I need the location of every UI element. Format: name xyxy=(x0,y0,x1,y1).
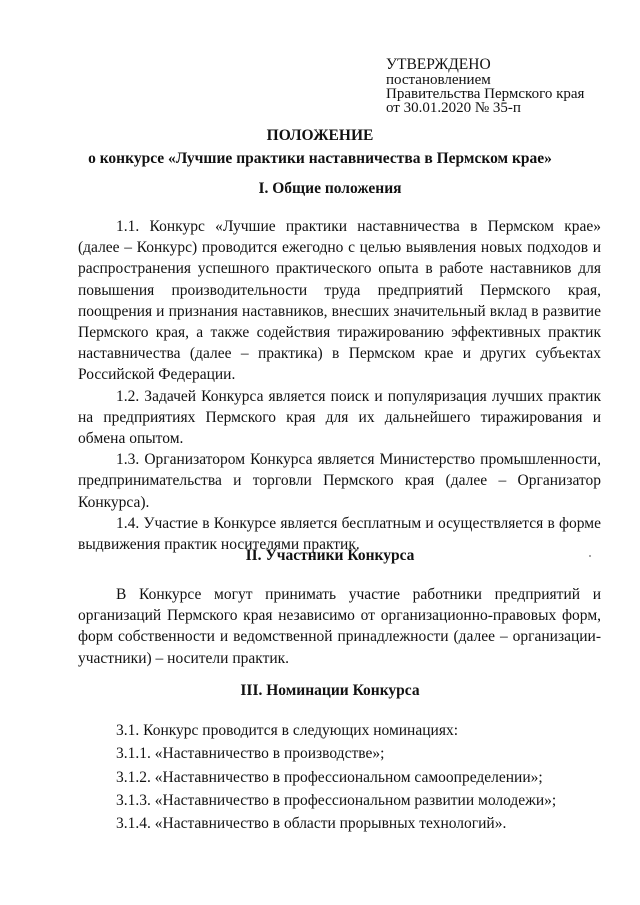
approval-line-3: от 30.01.2020 № 35-п xyxy=(386,100,521,116)
section-2-heading: II. Участники Конкурса xyxy=(245,547,415,564)
section-2-body xyxy=(78,584,601,669)
list-item: 3.1.4. «Наставничество в области прорывных технологий». xyxy=(116,815,507,833)
approval-line-1: постановлением xyxy=(386,72,491,88)
approval-line-2: Правительства Пермского края xyxy=(386,86,585,102)
section-1-heading: I. Общие положения xyxy=(258,180,402,197)
approval-title: УТВЕРЖДЕНО xyxy=(386,56,491,73)
paragraph-1-2: 1.2. Задачей Конкурса является поиск и популяризация лучших практик на предприятиях Пермского края для их дальнейшего тиражирования и обмена опытом. xyxy=(78,387,601,448)
document-subtitle: о конкурсе «Лучшие практики наставничества в Пермском крае» xyxy=(88,150,552,167)
nominations-list xyxy=(78,719,608,835)
list-item: 3.1.3. «Наставничество в профессиональном развитии молодежи»; xyxy=(116,791,557,809)
list-item: 3.1.1. «Наставничество в производстве»; xyxy=(116,745,385,763)
paragraph-1-1: 1.1. Конкурс «Лучшие практики наставничества в Пермском крае» (далее – Конкурс) проводится ежегодно с целью выявления новых подходов и распространения успешного практического опыта в работе наставников для повышения производительности труда предприятий Пермского края, поощрения и признания наставников, внесших значительный вклад в развитие Пермского края, а также содействия тиражированию эффективных практик наставничества (далее – практика) в Пермском крае и других субъектах Российской Федерации. xyxy=(78,218,601,384)
approval-stamp xyxy=(386,56,584,115)
paragraph-1-4: 1.4. Участие в Конкурсе является бесплатным и осуществляется в форме выдвижения практик носителями практик. xyxy=(78,514,601,554)
document-title: ПОЛОЖЕНИЕ xyxy=(266,127,374,144)
scan-speck xyxy=(589,555,591,557)
section-3-heading: III. Номинации Конкурса xyxy=(240,682,420,699)
paragraph-1-3: 1.3. Организатором Конкурса является Министерство промышленности, предпринимательства и торговли Пермского края (далее – Организатор Конкурса). xyxy=(78,451,601,511)
list-item: 3.1.2. «Наставничество в профессиональном самоопределении»; xyxy=(116,768,543,786)
list-item: 3.1. Конкурс проводится в следующих номинациях: xyxy=(116,722,458,739)
section-1-body xyxy=(78,216,601,555)
paragraph-2-1: В Конкурсе могут принимать участие работники предприятий и организаций Пермского края независимо от организационно-правовых форм, форм собственности и ведомственной принадлежности (далее – организации-участники) – носители практик. xyxy=(78,586,601,667)
